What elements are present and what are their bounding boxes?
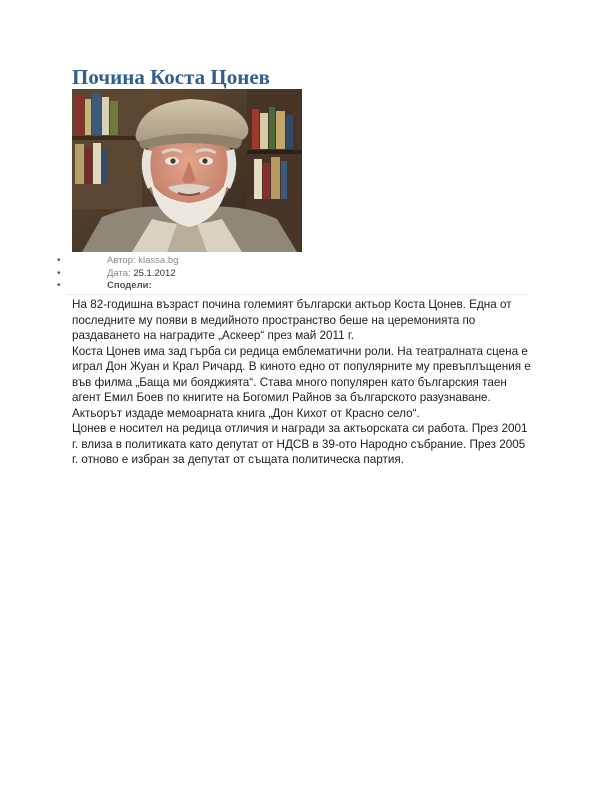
- meta-share: [56, 280, 178, 293]
- date-label: Дата:: [107, 267, 131, 279]
- article-paragraph: Коста Цонев има зад гърба си редица емблематични роли. На театралната сцена е играл Дон Жуан и Крал Ричард. В киното едно от популярните му превъплъщения е във филма „Баща ми бояджията“. Става много популярен като българския таен агент Емил Боев по книгите на Богомил Райнов за българското разузнаване. Актьорът издаде мемоарната книга „Дон Кихот от Красно село“.: [72, 344, 531, 420]
- share-label: Сподели:: [107, 280, 152, 291]
- date-value: 25.1.2012: [133, 267, 176, 279]
- meta-divider: [66, 294, 528, 295]
- author-value[interactable]: klassa.bg: [138, 255, 179, 266]
- article-title: Почина Коста Цонев: [72, 65, 271, 89]
- article-meta-list: [56, 255, 178, 293]
- article-paragraph: Цонев е носител на редица отличия и награди за актьорската си работа. През 2001 г. влиза в политиката като депутат от НДСВ в 39-ото Народно събрание. През 2005 г. отново е избран за депутат от същата политическа партия.: [72, 422, 528, 466]
- meta-date: [56, 268, 178, 281]
- bullet-icon: •: [57, 255, 61, 266]
- meta-author: [56, 255, 178, 268]
- article-photo: [72, 89, 302, 252]
- bullet-icon: •: [57, 267, 61, 279]
- author-label: Автор:: [107, 255, 136, 266]
- bullet-icon: •: [57, 280, 61, 291]
- article-body: [72, 297, 532, 468]
- article-paragraph: На 82-годишна възраст почина големият български актьор Коста Цонев. Една от последните му появи в медийното пространство беше на церемонията по раздаването на наградите „Аскеер“ през май 2011 г.: [72, 298, 512, 342]
